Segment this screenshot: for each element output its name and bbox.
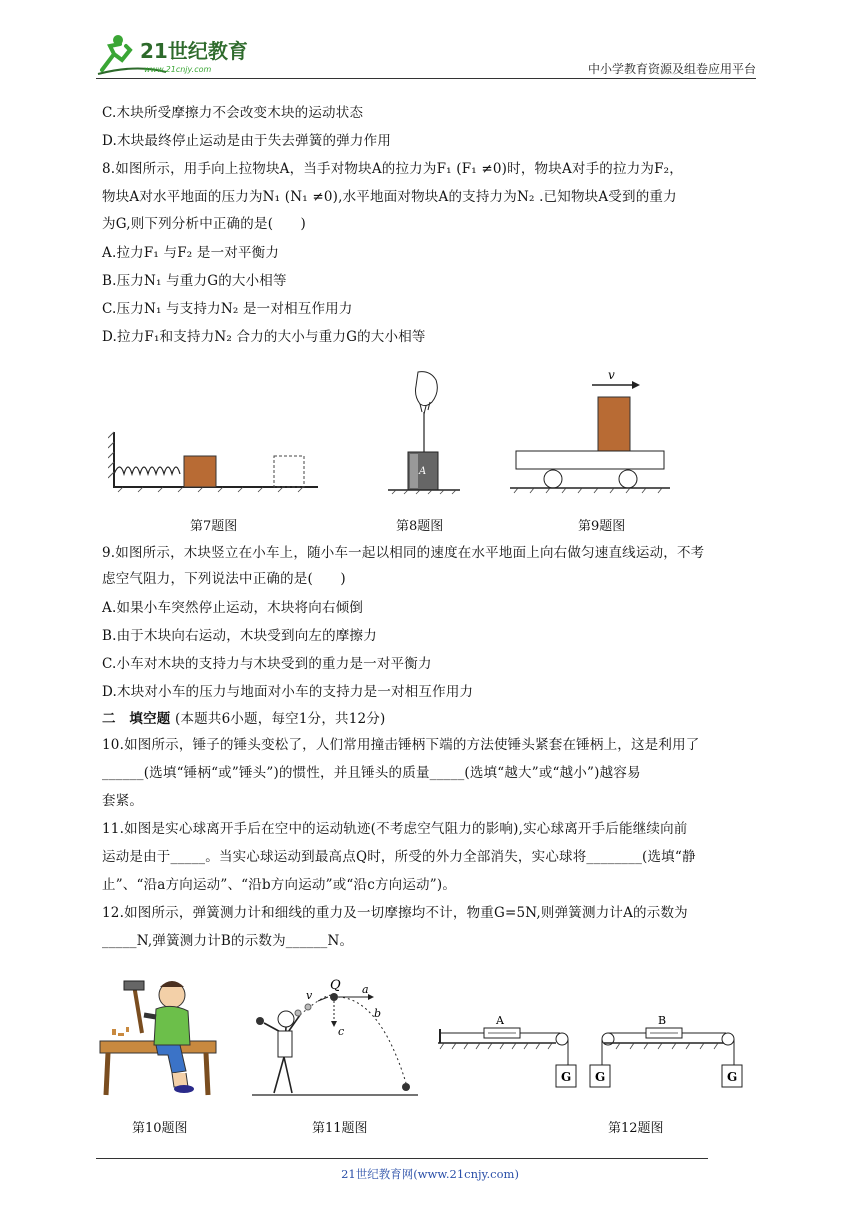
caption-fig8: 第8题图 — [396, 519, 444, 534]
text-line: 10.如图所示，锤子的锤头变松了，人们常用撞击锤柄下端的方法使锤头紧套在锤柄上，这是利用了 — [102, 737, 700, 753]
block-a-label: A — [419, 466, 427, 477]
text-line: A.拉力F₁ 与F₂ 是一对平衡力 — [102, 245, 280, 261]
figure-11-trajectory — [250, 975, 420, 1100]
text-line: C.小车对木块的支持力与木块受到的重力是一对平衡力 — [102, 656, 432, 672]
weight-g-label-3: G — [727, 1070, 738, 1084]
figure-12-spring-scales — [436, 1005, 756, 1097]
caption-fig10: 第10题图 — [132, 1121, 188, 1136]
footer-rule — [96, 1158, 708, 1159]
text-line: D.木块对小车的压力与地面对小车的支持力是一对相互作用力 — [102, 684, 474, 700]
direction-a-label: a — [362, 983, 369, 996]
velocity-label: v — [306, 989, 313, 1002]
section-note: (本题共6小题，每空1分，共12分) — [175, 711, 386, 727]
text-line: C.压力N₁ 与支持力N₂ 是一对相互作用力 — [102, 301, 353, 317]
section-title: 二 填空题 — [102, 711, 171, 727]
text-line: B.压力N₁ 与重力G的大小相等 — [102, 273, 287, 289]
direction-b-label: b — [374, 1007, 382, 1020]
text-line: 为G,则下列分析中正确的是( ) — [102, 216, 307, 232]
logo-url: www.21cnjy.com — [144, 65, 212, 74]
text-line: D.拉力F₁和支持力N₂ 合力的大小与重力G的大小相等 — [102, 329, 426, 345]
figure-9-cart-block — [508, 365, 673, 495]
text-line: 8.如图所示，用手向上拉物块A，当手对物块A的拉力为F₁ (F₁ ≠0)时，物块A对手的拉力为F₂， — [102, 161, 683, 177]
hand-icon — [416, 372, 438, 414]
text-line: 套紧。 — [102, 793, 144, 809]
figure-8-hand-block — [388, 370, 463, 495]
site-logo — [96, 30, 266, 80]
thrower-figure — [264, 1011, 300, 1093]
figure-7-spring-block — [108, 430, 323, 496]
scale-b-label: B — [658, 1014, 667, 1027]
point-q-label: Q — [330, 978, 341, 993]
text-line: D.木块最终停止运动是由于失去弹簧的弹力作用 — [102, 133, 392, 149]
footer-text: 21世纪教育网(www.21cnjy.com) — [341, 1167, 519, 1181]
figure-10-hammer-person — [98, 975, 218, 1100]
caption-fig12: 第12题图 — [608, 1121, 664, 1136]
caption-fig9: 第9题图 — [578, 519, 626, 534]
caption-fig11: 第11题图 — [312, 1121, 368, 1136]
text-line: 物块A对水平地面的压力为N₁ (N₁ ≠0),水平地面对物块A的支持力为N₂ .已知物块A受到的重力 — [102, 189, 677, 205]
scale-a-label: A — [496, 1014, 504, 1027]
text-line: 12.如图所示，弹簧测力计和细线的重力及一切摩擦均不计，物重G=5N,则弹簧测力计A的示数为 — [102, 905, 688, 921]
weight-g-label-2: G — [595, 1070, 606, 1084]
header-rule — [96, 78, 756, 79]
direction-c-label: c — [338, 1025, 345, 1038]
text-line: _____N,弹簧测力计B的示数为______N。 — [102, 933, 354, 949]
text-line: 运动是由于_____。当实心球运动到最高点Q时，所受的外力全部消失，实心球将________(选填“静 — [102, 849, 696, 865]
weight-g-label-1: G — [561, 1070, 572, 1084]
text-line: ______(选填“锤柄“或”锤头”)的惯性，并且锤头的质量_____(选填“越大”或“越小”)越容易 — [102, 765, 641, 781]
text-line: 虑空气阻力，下列说法中正确的是( ) — [102, 571, 346, 587]
text-line: C.木块所受摩擦力不会改变木块的运动状态 — [102, 105, 364, 121]
text-line: A.如果小车突然停止运动，木块将向右倾倒 — [102, 600, 364, 616]
logo-text: 21世纪教育 — [140, 39, 248, 63]
velocity-label: v — [608, 368, 615, 382]
text-line: B.由于木块向右运动，木块受到向左的摩擦力 — [102, 628, 377, 644]
text-line: 11.如图是实心球离开手后在空中的运动轨迹(不考虑空气阻力的影响),实心球离开手后能继续向前 — [102, 821, 688, 837]
caption-fig7: 第7题图 — [190, 519, 238, 534]
platform-name: 中小学教育资源及组卷应用平台 — [587, 62, 756, 76]
text-line: 止”、“沿a方向运动”、“沿b方向运动”或“沿c方向运动”)。 — [102, 877, 457, 893]
text-line: 9.如图所示，木块竖立在小车上，随小车一起以相同的速度在水平地面上向右做匀速直线运动，不考 — [102, 545, 705, 561]
section-heading — [102, 709, 386, 729]
